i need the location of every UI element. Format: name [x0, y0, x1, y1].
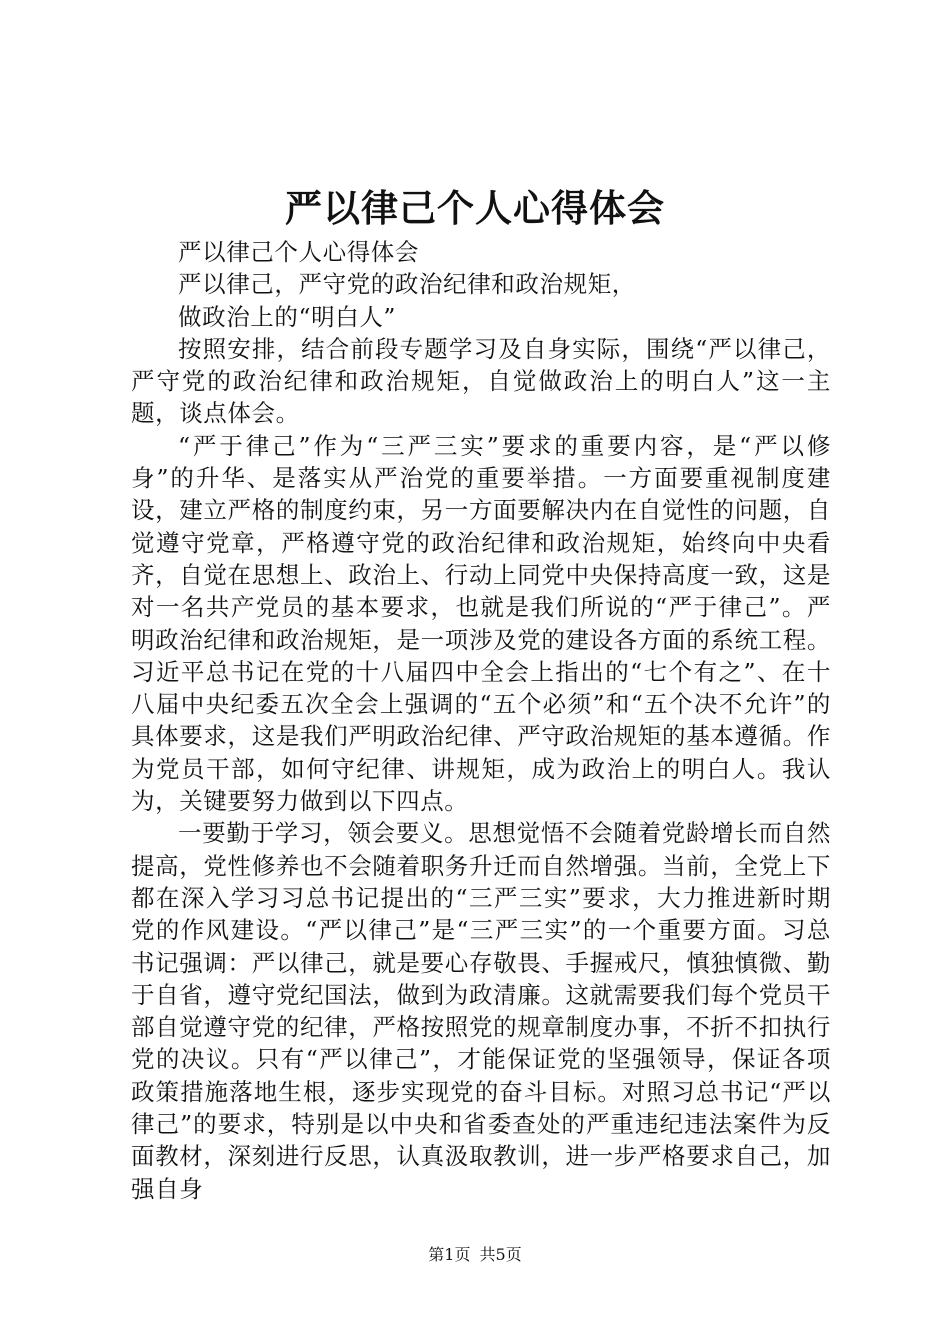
paragraph-body-2: 一要勤于学习，领会要义。思想觉悟不会随着党龄增长而自然提高，党性修养也不会随着职务升迁而自然增强。当前，全党上下都在深入学习习总书记提出的“三严三实”要求，大力推进新时期党的作风建设。“严以律己”是“三严三实”的一个重要方面。习总书记强调：严以律己，就是要心存敬畏、手握戒尺，慎独慎微、勤于自省，遵守党纪国法，做到为政清廉。这就需要我们每个党员干部自觉遵守党的纪律，严格按照党的规章制度办事，不折不扣执行党的决议。只有“严以律己”，才能保证党的坚强领导，保证各项政策措施落地生根，逐步实现党的奋斗目标。对照习总书记“严以律己”的要求，特别是以中央和省委查处的严重违纪违法案件为反面教材，深刻进行反思，认真汲取教训，进一步严格要求自己，加强自身 — [131, 819, 831, 1203]
document-title: 严以律己个人心得体会 — [285, 186, 665, 230]
page-total: 共5页 — [479, 1245, 522, 1264]
page-number: 第1页 — [428, 1245, 471, 1264]
paragraph-heading-line-2: 做政治上的“明白人” — [178, 302, 397, 331]
paragraph-heading-line-1: 严以律己，严守党的政治纪律和政治规矩， — [178, 270, 636, 299]
page-footer — [0, 1244, 950, 1266]
paragraph-body-1: “严于律己”作为“三严三实”要求的重要内容，是“严以修身”的升华、是落实从严治党的重要举措。一方面要重视制度建设，建立严格的制度约束，另一方面要解决内在自觉性的问题，自觉遵守党章，严格遵守党的政治纪律和政治规矩，始终向中央看齐，自觉在思想上、政治上、行动上同党中央保持高度一致，这是对一名共产党员的基本要求，也就是我们所说的“严于律己”。严明政治纪律和政治规矩，是一项涉及党的建设各方面的系统工程。习近平总书记在党的十八届四中全会上指出的“七个有之”、在十八届中央纪委五次全会上强调的“五个必须”和“五个决不允许”的具体要求，这是我们严明政治纪律、严守政治规矩的基本遵循。作为党员干部，如何守纪律、讲规矩，成为政治上的明白人。我认为，关键要努力做到以下四点。 — [131, 431, 831, 816]
paragraph-subtitle: 严以律己个人心得体会 — [178, 238, 419, 266]
paragraph-intro: 按照安排，结合前段专题学习及自身实际，围绕“严以律己，严守党的政治纪律和政治规矩，自觉做政治上的明白人”这一主题，谈点体会。 — [131, 334, 831, 428]
document-body — [131, 236, 831, 1205]
